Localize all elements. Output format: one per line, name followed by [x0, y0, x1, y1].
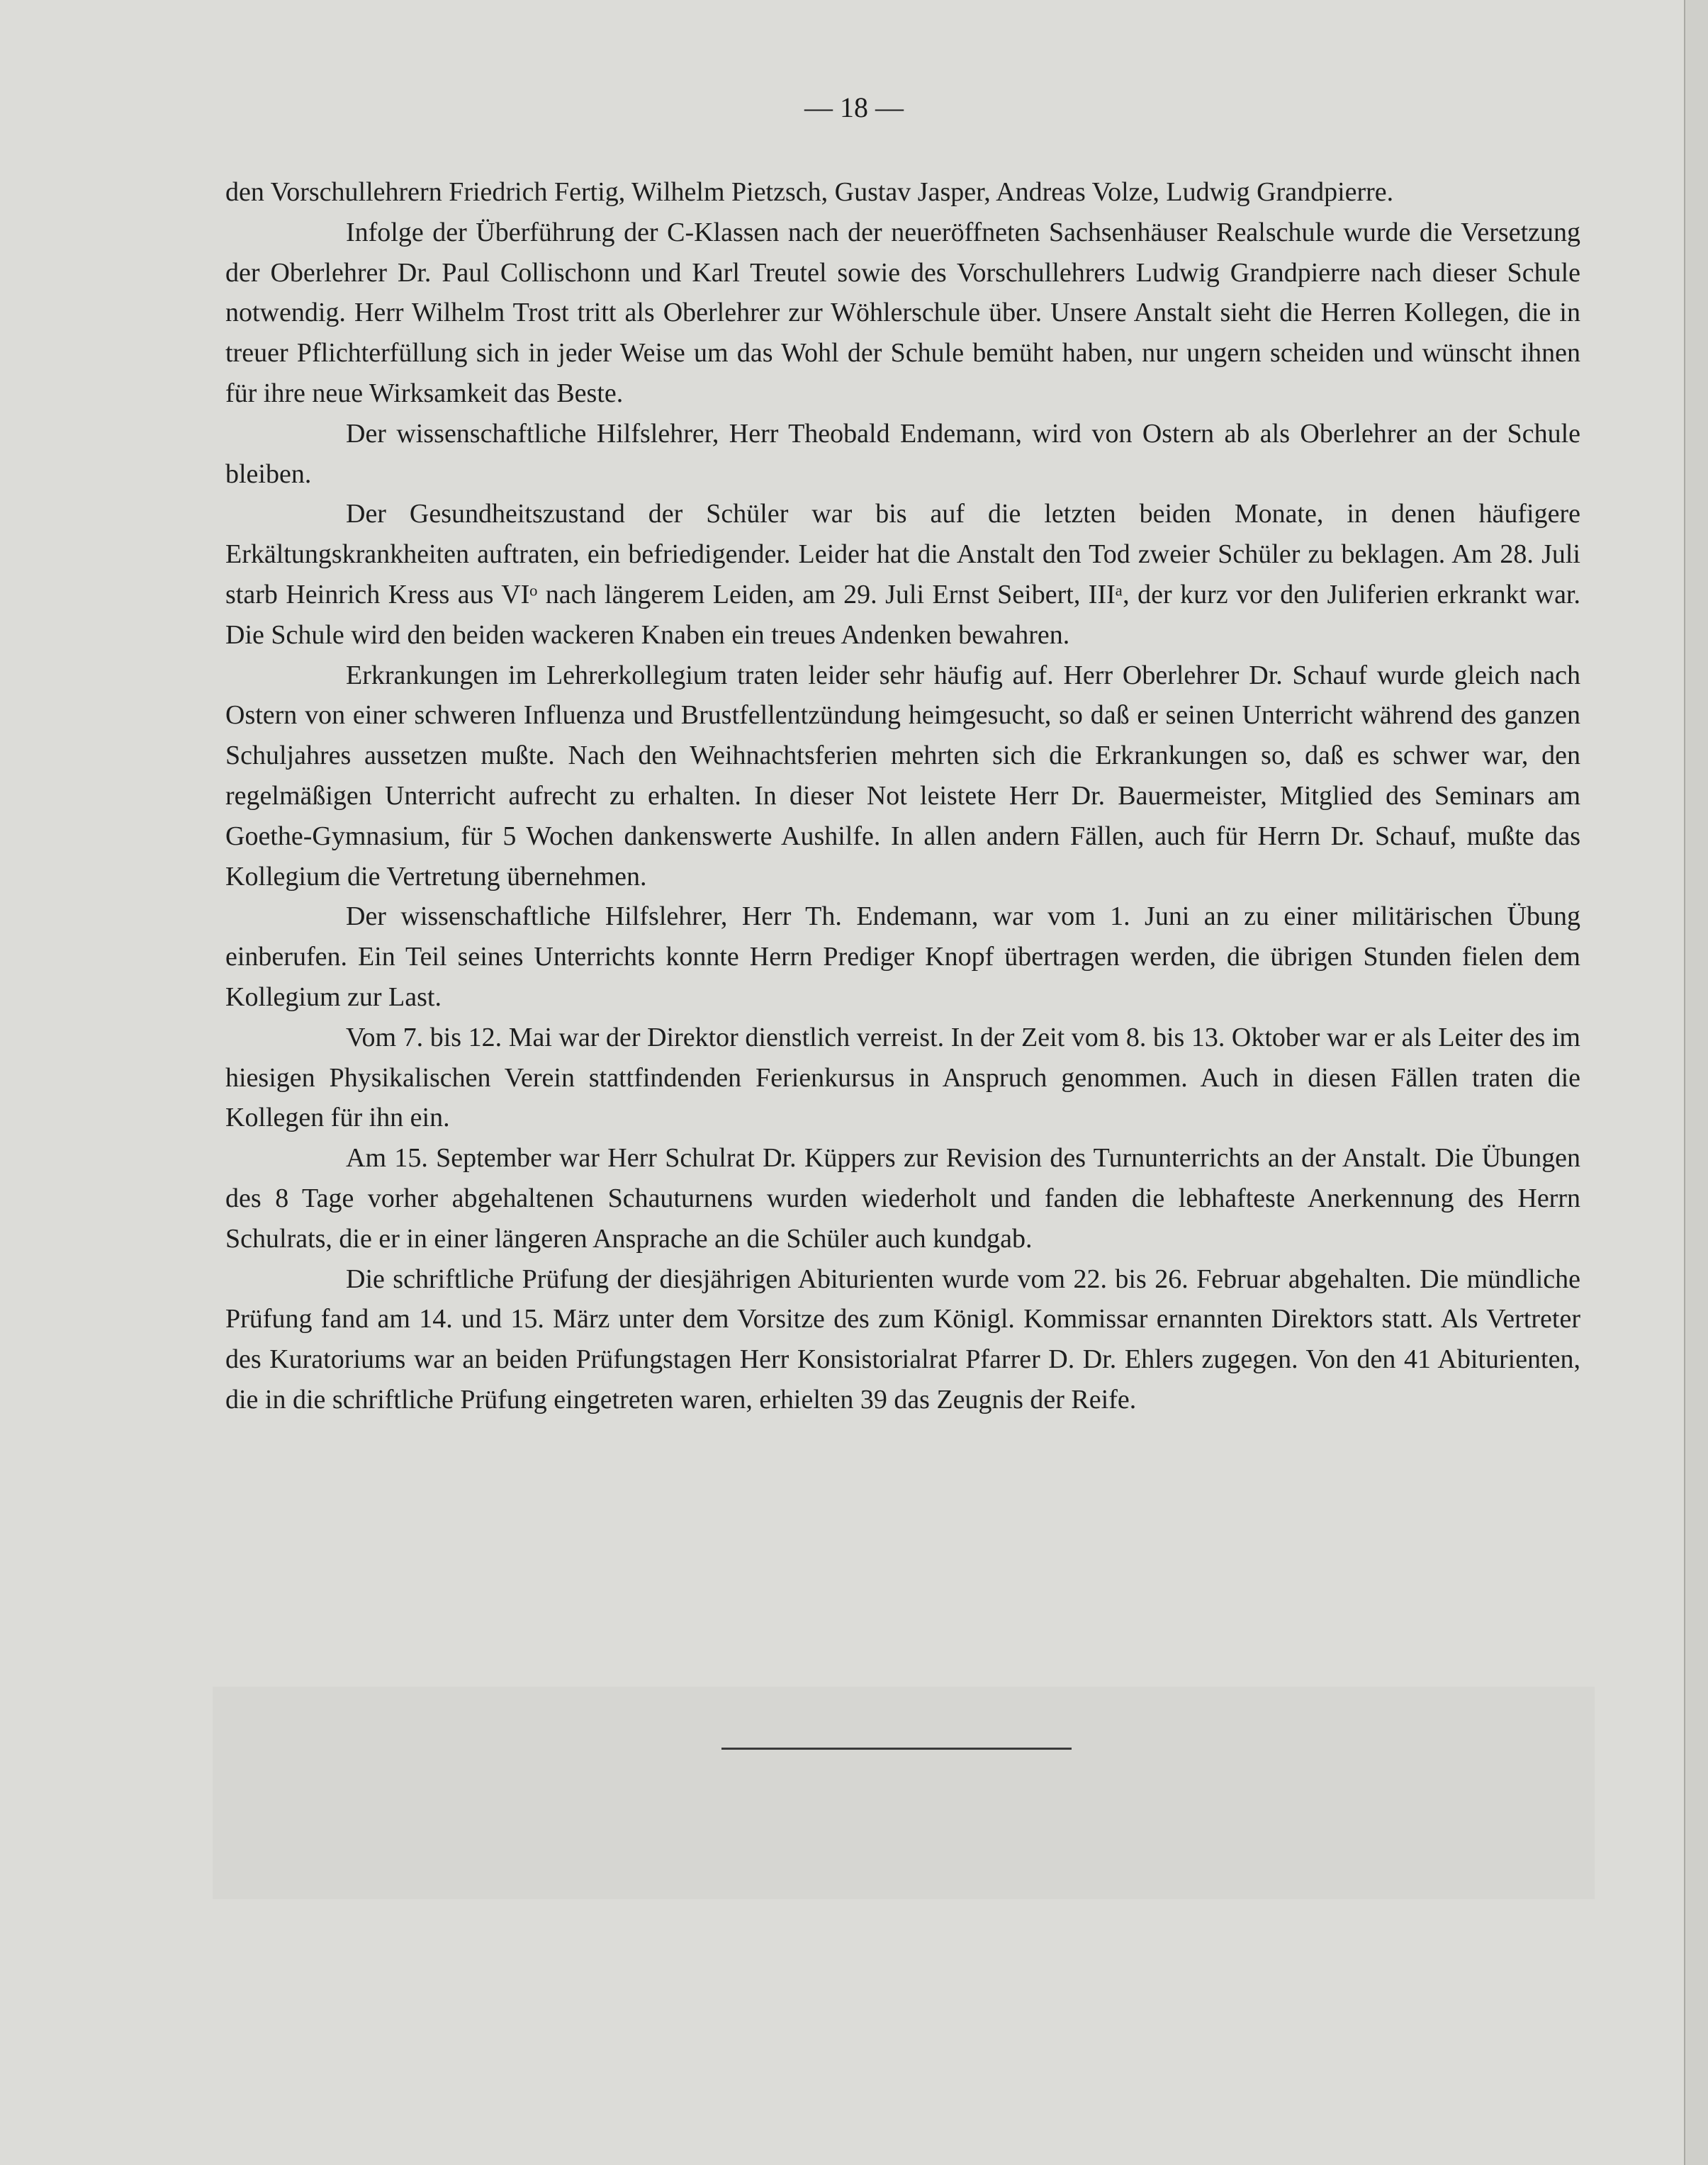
section-end-rule [721, 1748, 1072, 1750]
paragraph-endemann: Der wissenschaftliche Hilfslehrer, Herr Theobald Endemann, wird von Ostern ab als Oberlehrer an der Schule bleiben. [225, 418, 1580, 489]
paragraph-transfer: Infolge der Überführung der C-Klassen nach der neueröffneten Sachsenhäuser Realschule wurde die Versetzung der Oberlehrer Dr. Paul Collischonn und Karl Treutel sowie des Vorschullehrers Ludwig Grandpierre nach dieser Schule notwendig. Herr Wilhelm Trost tritt als Oberlehrer zur Wöhlerschule über. Unsere Anstalt sieht die Herren Kollegen, die in treuer Pflichterfüllung sich in jeder Weise um das Wohl der Schule bemüht haben, nur ungern scheiden und wünscht ihnen für ihre neue Wirksamkeit das Beste. [225, 217, 1580, 408]
paragraph-illness-staff: Erkrankungen im Lehrerkollegium traten leider sehr häufig auf. Herr Oberlehrer Dr. Schauf wurde gleich nach Ostern von einer schweren Influenza und Brustfellentzündung heimgesucht, so daß er seinen Unterricht während des ganzen Schuljahres aussetzen mußte. Nach den Weihnachtsferien mehrten sich die Erkrankungen so, daß es schwer war, den regelmäßigen Unterricht aufrecht zu erhalten. In dieser Not leistete Herr Dr. Bauermeister, Mitglied des Seminars am Goethe-Gymnasium, für 5 Wochen dankenswerte Aushilfe. In allen andern Fällen, auch für Herrn Dr. Schauf, mußte das Kollegium die Vertretung übernehmen. [225, 660, 1580, 892]
page-edge [1684, 0, 1708, 2165]
paragraph-exam: Die schriftliche Prüfung der diesjährigen Abiturienten wurde vom 22. bis 26. Februar abgehalten. Die mündliche Prüfung fand am 14. und 15. März unter dem Vorsitze des zum Königl. Kommissar ernannten Direktors statt. Als Vertreter des Kuratoriums war an beiden Prüfungstagen Herr Konsistorialrat Pfarrer D. Dr. Ehlers zugegen. Von den 41 Abiturienten, die in die schriftliche Prüfung eingetreten waren, erhielten 39 das Zeugnis der Reife. [225, 1264, 1580, 1415]
bleed-through-shade [213, 1687, 1595, 1899]
paragraph-director: Vom 7. bis 12. Mai war der Direktor dienstlich verreist. In der Zeit vom 8. bis 13. Oktober war er als Leiter des im hiesigen Physikalischen Verein stattfindenden Ferienkursus in Anspruch genommen. Auch in diesen Fällen traten die Kollegen für ihn ein. [225, 1022, 1580, 1133]
body-text [225, 172, 1580, 1420]
paragraph-military: Der wissenschaftliche Hilfslehrer, Herr Th. Endemann, war vom 1. Juni an zu einer militärischen Übung einberufen. Ein Teil seines Unterrichts konnte Herrn Prediger Knopf übertragen werden, die übrigen Stunden fielen dem Kollegium zur Last. [225, 901, 1580, 1012]
paragraph-inspection: Am 15. September war Herr Schulrat Dr. Küppers zur Revision des Turnunterrichts an der Anstalt. Die Übungen des 8 Tage vorher abgehaltenen Schauturnens wurden wiederholt und fanden die lebhafteste Anerkennung des Herrn Schulrats, die er in einer längeren Ansprache an die Schüler auch kundgab. [225, 1143, 1580, 1254]
page-number: — 18 — [804, 91, 904, 123]
paragraph-health: Der Gesundheitszustand der Schüler war bis auf die letzten beiden Monate, in denen häufigere Erkältungskrankheiten auftraten, ein befriedigender. Leider hat die Anstalt den Tod zweier Schüler zu beklagen. Am 28. Juli starb Heinrich Kress aus VIᵒ nach längerem Leiden, am 29. Juli Ernst Seibert, IIIᵃ, der kurz vor den Juliferien erkrankt war. Die Schule wird den beiden wackeren Knaben ein treues Andenken bewahren. [225, 499, 1580, 650]
paragraph-staff-list: den Vorschullehrern Friedrich Fertig, Wilhelm Pietzsch, Gustav Jasper, Andreas Volze, Ludwig Grandpierre. [225, 177, 1394, 207]
